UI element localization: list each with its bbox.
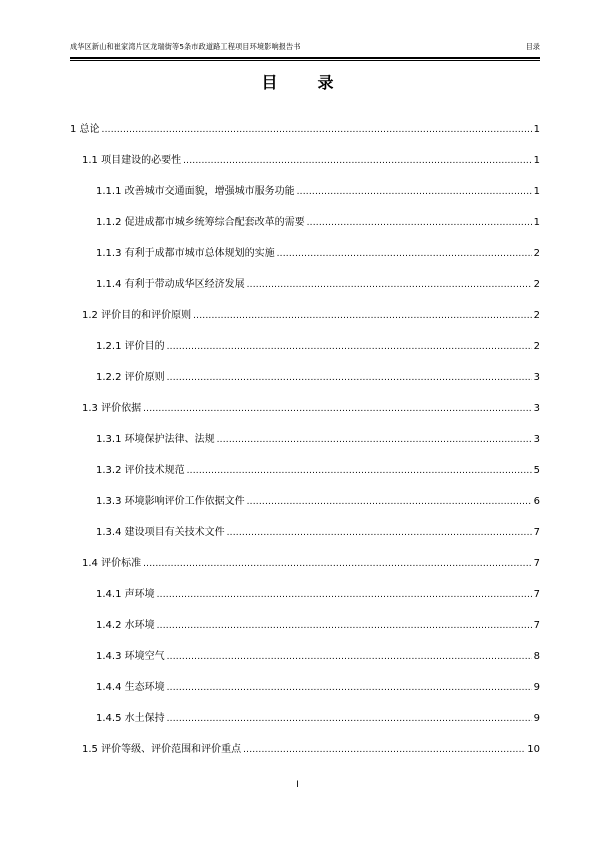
toc-entry-page: 1 <box>533 124 540 135</box>
toc-entry[interactable] <box>70 616 540 636</box>
header-document-title: 成华区新山和崔家湾片区龙瑞街等5条市政道路工程项目环境影响报告书 <box>70 42 301 51</box>
toc-dot-leader <box>143 404 532 414</box>
toc-entry-page: 7 <box>533 527 540 538</box>
toc-entry[interactable] <box>70 275 540 295</box>
toc-entry[interactable] <box>70 430 540 450</box>
toc-entry-label: 1.1.2 促进成都市城乡统筹综合配套改革的需要 <box>96 217 305 228</box>
toc-dot-leader <box>167 683 532 693</box>
toc-entry-page: 8 <box>533 651 540 662</box>
toc-entry-page: 10 <box>527 744 540 755</box>
toc-entry-page: 7 <box>533 558 540 569</box>
toc-entry-label: 1.4.3 环境空气 <box>96 651 165 662</box>
toc-entry[interactable] <box>70 709 540 729</box>
toc-entry-label: 1.5 评价等级、评价范围和评价重点 <box>82 744 242 755</box>
toc-entry-page: 2 <box>533 341 540 352</box>
toc-entry[interactable] <box>70 151 540 171</box>
toc-dot-leader <box>307 218 532 228</box>
toc-dot-leader <box>157 621 532 631</box>
toc-entry[interactable] <box>70 399 540 419</box>
toc-entry[interactable] <box>70 120 540 140</box>
toc-entry[interactable] <box>70 740 540 760</box>
toc-entry[interactable] <box>70 647 540 667</box>
toc-entry-page: 7 <box>533 589 540 600</box>
toc-entry[interactable] <box>70 678 540 698</box>
toc-entry[interactable] <box>70 368 540 388</box>
toc-entry-label: 1.2.2 评价原则 <box>96 372 165 383</box>
toc-entry-label: 1.1.3 有利于成都市城市总体规划的实施 <box>96 248 275 259</box>
toc-dot-leader <box>187 466 532 476</box>
toc-entry-page: 5 <box>533 465 540 476</box>
toc-entry-page: 3 <box>533 434 540 445</box>
toc-dot-leader <box>277 249 532 259</box>
toc-entry-page: 2 <box>533 248 540 259</box>
toc-dot-leader <box>167 714 532 724</box>
toc-entry[interactable] <box>70 492 540 512</box>
page-title: 目录 <box>261 73 374 92</box>
running-header <box>70 42 540 56</box>
header-rule-thin <box>70 60 540 61</box>
toc-entry-label: 1.2 评价目的和评价原则 <box>82 310 192 321</box>
toc-dot-leader <box>193 311 532 321</box>
toc-dot-leader <box>297 187 532 197</box>
toc-entry[interactable] <box>70 461 540 481</box>
toc-entry[interactable] <box>70 554 540 574</box>
toc-dot-leader <box>217 435 532 445</box>
toc-entry-label: 1.1.4 有利于带动成华区经济发展 <box>96 279 245 290</box>
toc-dot-leader <box>243 745 525 755</box>
toc-dot-leader <box>167 342 532 352</box>
toc-entry-page: 1 <box>533 217 540 228</box>
toc-entry[interactable] <box>70 337 540 357</box>
toc-dot-leader <box>167 373 532 383</box>
toc-entry-label: 1.3.1 环境保护法律、法规 <box>96 434 215 445</box>
toc-dot-leader <box>102 125 532 135</box>
toc-entry-page: 1 <box>533 186 540 197</box>
toc-entry[interactable] <box>70 523 540 543</box>
toc-entry-label: 1.3.2 评价技术规范 <box>96 465 185 476</box>
toc-dot-leader <box>227 528 532 538</box>
toc-entry-label: 1 总论 <box>70 124 100 135</box>
toc-entry[interactable] <box>70 585 540 605</box>
header-rule <box>70 57 540 59</box>
toc-entry[interactable] <box>70 306 540 326</box>
toc-dot-leader <box>247 280 532 290</box>
toc-entry-label: 1.4 评价标准 <box>82 558 142 569</box>
toc-entry-label: 1.2.1 评价目的 <box>96 341 165 352</box>
toc-entry[interactable] <box>70 244 540 264</box>
toc-entry-page: 9 <box>533 713 540 724</box>
toc-dot-leader <box>167 652 532 662</box>
toc-entry-label: 1.4.2 水环境 <box>96 620 155 631</box>
toc-entry-label: 1.1 项目建设的必要性 <box>82 155 182 166</box>
toc-entry-label: 1.3.4 建设项目有关技术文件 <box>96 527 225 538</box>
toc-entry-label: 1.4.1 声环境 <box>96 589 155 600</box>
toc-entry-page: 3 <box>533 372 540 383</box>
toc-dot-leader <box>247 497 532 507</box>
toc-entry[interactable] <box>70 213 540 233</box>
toc-entry-label: 1.3 评价依据 <box>82 403 142 414</box>
toc-dot-leader <box>143 559 532 569</box>
toc-entry-label: 1.1.1 改善城市交通面貌，增强城市服务功能 <box>96 186 295 197</box>
toc-entry-page: 9 <box>533 682 540 693</box>
toc-entry-page: 7 <box>533 620 540 631</box>
toc-entry[interactable] <box>70 182 540 202</box>
toc-entry-label: 1.4.4 生态环境 <box>96 682 165 693</box>
page-number: I <box>296 780 299 790</box>
toc-entry-page: 1 <box>533 155 540 166</box>
toc-entry-page: 3 <box>533 403 540 414</box>
toc-entry-page: 2 <box>533 310 540 321</box>
toc-entry-label: 1.4.5 水土保持 <box>96 713 165 724</box>
toc-dot-leader <box>157 590 532 600</box>
header-section-label: 目录 <box>525 42 540 51</box>
toc-entry-page: 6 <box>533 496 540 507</box>
toc-entry-label: 1.3.3 环境影响评价工作依据文件 <box>96 496 245 507</box>
toc-entry-page: 2 <box>533 279 540 290</box>
toc-dot-leader <box>183 156 532 166</box>
